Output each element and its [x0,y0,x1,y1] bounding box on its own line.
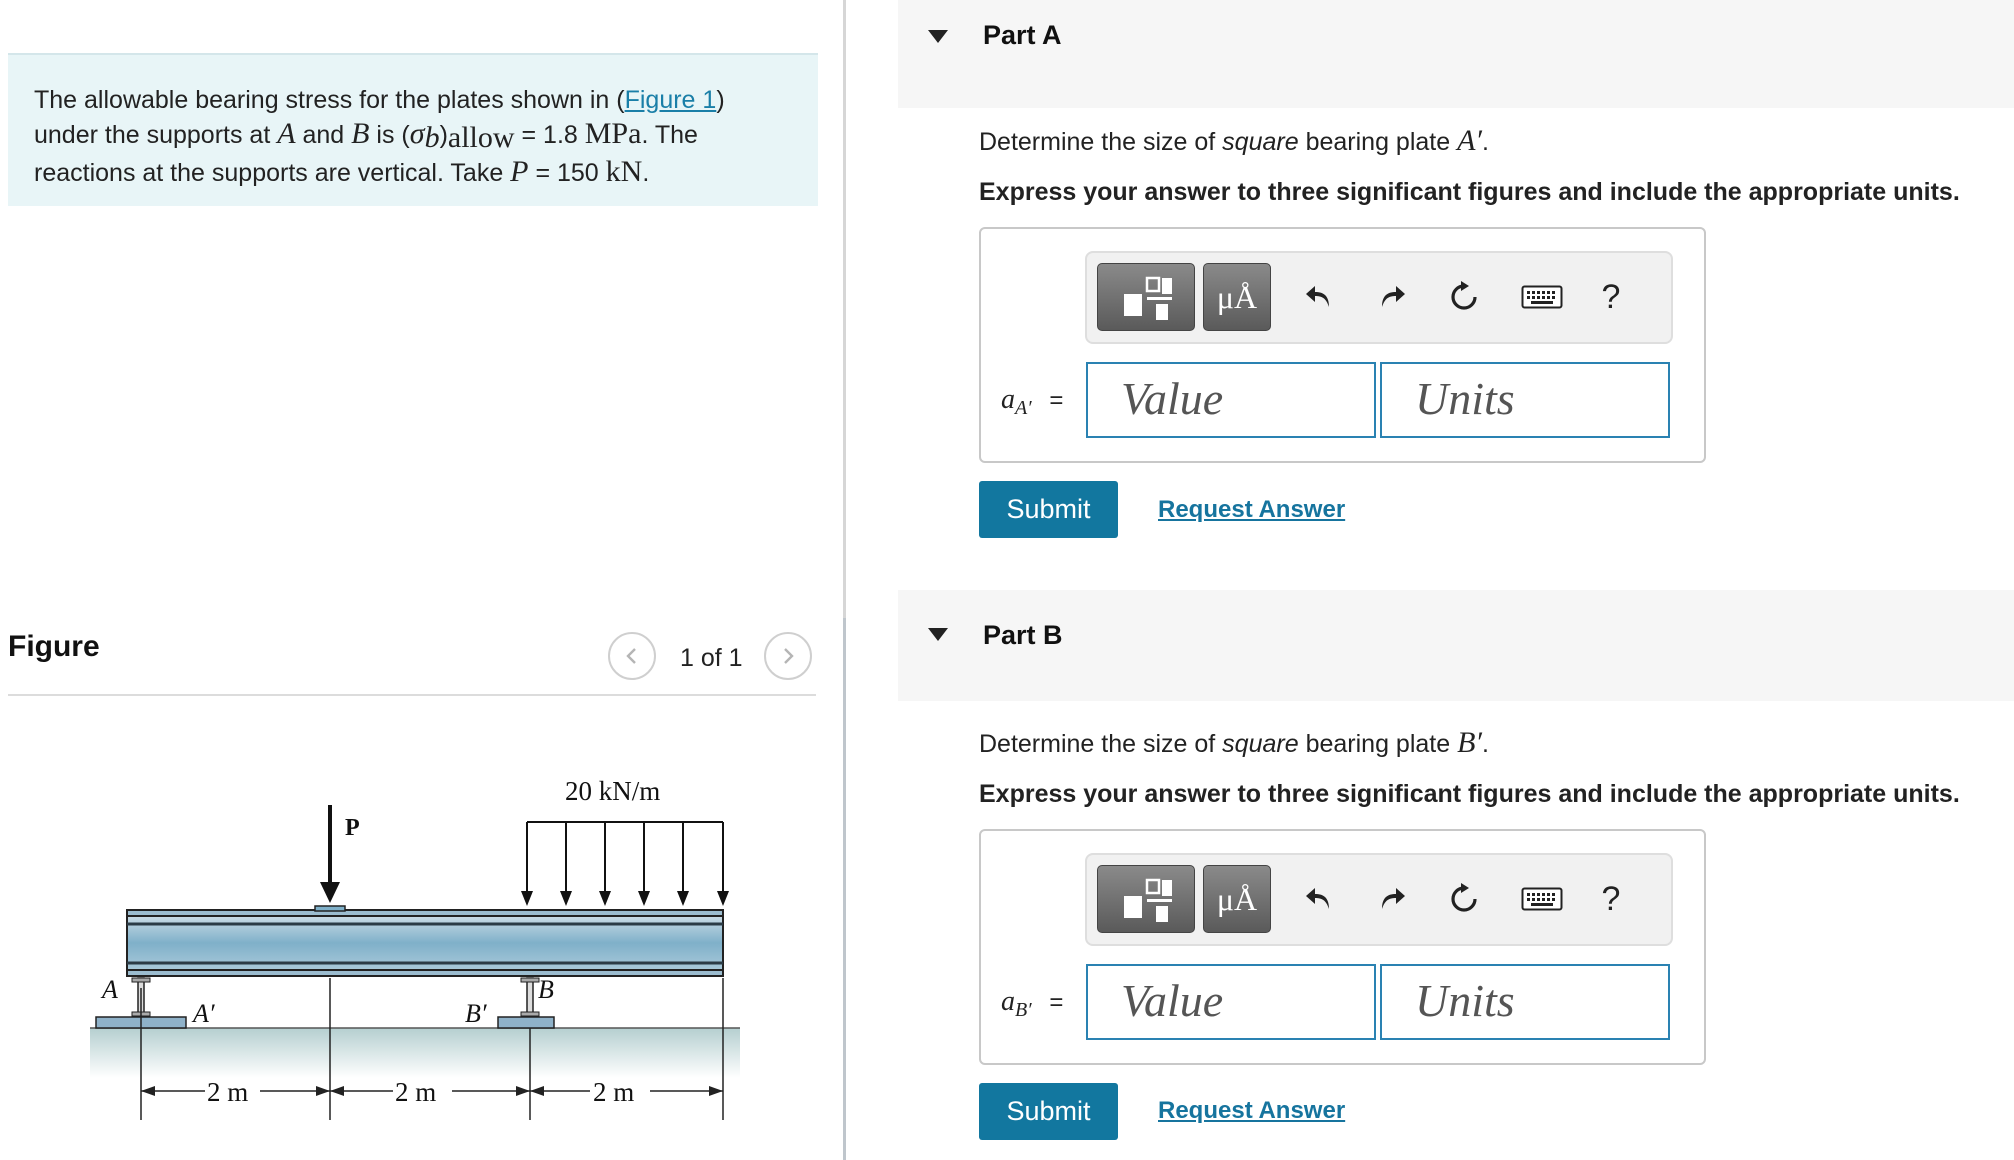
dimension-label-3: 2 m [593,1077,635,1107]
part-b-answer-box [979,829,1706,1065]
problem-statement [8,53,818,206]
caret-down-icon[interactable] [928,30,948,43]
part-b-variable-label: $a_{B'}$ = [1001,986,1064,1021]
part-a-header[interactable] [898,0,2014,108]
help-button[interactable] [1589,275,1633,319]
load-label-w: 20 kN/m [565,776,661,806]
label-A-prime: A′ [193,999,215,1028]
part-b-request-answer-link[interactable]: Request Answer [1158,1097,1346,1124]
beam [127,910,723,976]
units-symbol-button[interactable]: μÅ [1203,263,1271,331]
help-button[interactable] [1589,877,1633,921]
part-a-request-answer-link[interactable]: Request Answer [1158,496,1346,523]
part-a-variable-label: $a_{A'}$ = [1001,384,1064,419]
dimension-label-1: 2 m [207,1077,249,1107]
math-toolbar [1085,251,1673,344]
redo-icon[interactable] [1370,877,1414,921]
part-a-title: Part A [983,20,1062,50]
figure-title: Figure [8,630,100,663]
units-symbol-button[interactable]: μÅ [1203,865,1271,933]
part-a-submit-button[interactable]: Submit [979,481,1118,538]
part-a-instruction: Express your answer to three significant figures and include the appropriate units. [979,178,1960,206]
math-toolbar [1085,853,1673,946]
previous-figure-button[interactable] [608,632,656,680]
reset-icon[interactable] [1442,275,1486,319]
ground [90,1028,740,1078]
point-load-arrow [315,805,345,911]
label-B-prime: B′ [465,999,487,1028]
part-b-header[interactable] [898,590,2014,701]
keyboard-icon[interactable] [1518,877,1566,921]
part-b-instruction: Express your answer to three significant figures and include the appropriate units. [979,780,1960,808]
part-b-submit-button[interactable]: Submit [979,1083,1118,1140]
figure-pager: 1 of 1 [680,644,743,672]
chevron-left-icon [622,646,642,666]
help-icon: ? [1601,879,1621,918]
figure-header [8,622,816,696]
part-b-value-input[interactable]: Value [1086,964,1376,1040]
label-B: B [538,975,554,1004]
part-b-title: Part B [983,620,1063,650]
templates-button[interactable] [1097,865,1195,933]
part-a-answer-box [979,227,1706,463]
part-b-units-input[interactable]: Units [1380,964,1670,1040]
reset-icon[interactable] [1442,877,1486,921]
templates-button[interactable] [1097,263,1195,331]
problem-line-3: reactions at the supports are vertical. Take P = 150 kN. [34,155,650,188]
keyboard-icon[interactable] [1518,275,1566,319]
load-label-P: P [345,815,360,841]
distributed-load [521,822,729,906]
problem-line-1: The allowable bearing stress for the plates shown in (Figure 1) [34,86,725,114]
label-A: A [102,975,118,1004]
beam-figure [80,760,740,1130]
undo-icon[interactable] [1297,275,1341,319]
fraction-template-icon [1116,874,1176,924]
pane-divider-handle[interactable] [843,618,846,1160]
undo-icon[interactable] [1297,877,1341,921]
part-a-question: Determine the size of square bearing plate A′. [979,124,1489,157]
fraction-template-icon [1116,272,1176,322]
help-icon: ? [1601,277,1621,316]
redo-icon[interactable] [1370,275,1414,319]
chevron-right-icon [778,646,798,666]
problem-line-2: under the supports at A and B is $(\sigma_b)_{allow} = 1.8$ MPa. The [34,117,698,154]
part-a-units-input[interactable]: Units [1380,362,1670,438]
next-figure-button[interactable] [764,632,812,680]
figure-link[interactable]: Figure 1 [624,86,717,114]
dimension-label-2: 2 m [395,1077,437,1107]
part-b-question: Determine the size of square bearing plate B′. [979,726,1489,759]
caret-down-icon[interactable] [928,628,948,641]
part-a-value-input[interactable]: Value [1086,362,1376,438]
